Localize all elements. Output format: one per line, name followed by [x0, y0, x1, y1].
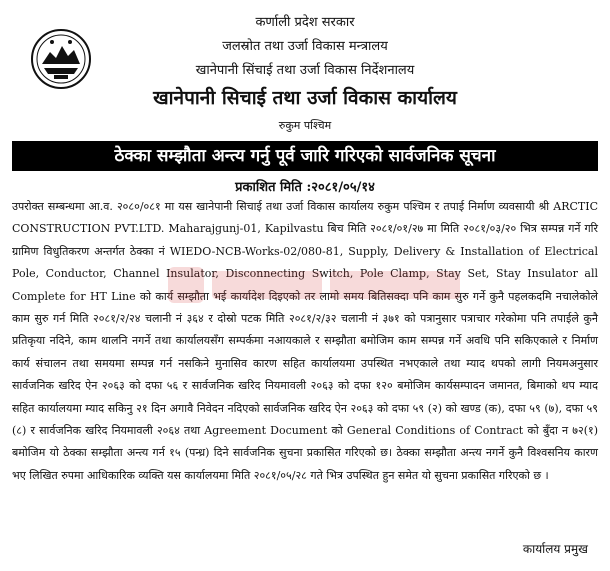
province-government-heading: कर्णाली प्रदेश सरकार: [255, 15, 355, 30]
notice-body: [12, 196, 598, 487]
office-chief-signature: कार्यालय प्रमुख: [522, 542, 588, 556]
notice-paragraph: उपरोक्त सम्बन्धमा आ.व. २०८०/०८१ मा यस खानेपानी सिचाई तथा उर्जा विकास कार्यालय रुकुम पश्चिम र तपाई निर्माण व्यवसायी श्री ARCTIC CONSTRUCTION PVT.LTD. Maharajgunj-01, Kapilvastu बिच मिति २०८१/०१/२७ मा मिति २०८१/०३/२० भित्र सम्पन्न गर्ने गरि ग्रामिण विधुतिकरण अन्तर्गत ठेक्का नं WIEDO-NCB-Works-02/080-81, Supply, Delivery & Installation of Electrical Pole, Conductor, Channel Insulator, Disconnecting Switch, Pole Clamp, Stay Set, Stay Insulator all Complete for HT Line को कार्य सम्झौता भई कार्यादेश दिइएको तर लामो समय बितिसक्दा पनि काम सुरु गर्ने कुनै पहलकदमि नचालेकोले काम सुरु गर्न मिति २०८१/२/२४ चलानी नं ३६४ र दोस्रो पटक मिति २०८१/२/३२ चलानी नं ३७१ को पत्रानुसार पत्राचार गरेकोमा पनि तपाईले कुनै प्रतिकृया नदिने, काम थालनि नगर्ने तथा कार्यालयसँग सम्पर्कमा नआयकाले र सम्झौता बमोजिम काम सम्पन्न गर्ने अवधि पनि सकिएकाले र निर्माण कार्य संचालन तथा समयमा सम्पन्न गर्न नसकिने मुनासिव कारण सहित कार्यालयमा उपस्थित नभएकाले तथा म्याद थपको लागी नियमअनुसार सार्वजनिक खरिद ऐन २०६३ को दफा ५६ र सार्वजनिक खरिद नियमावली २०६३ को दफा १२० बमोजिम कार्यसम्पादन जमानत, बिमाको थप म्याद सहित कार्यालयमा म्याद सकिनु २१ दिन अगावै निवेदन नदिएको सार्वजनिक खरिद ऐन २०६३ को दफा ५९ (२) को खण्ड (क), दफा ५९ (७), दफा ५९ (८) र सार्वजनिक खरिद नियमावली २०६४ तथा Agreement Document को General Conditions of Contract को बुँदा न ७२(१) बमोजिम यो ठेक्का सम्झौता अन्त्य गर्न १५ (पन्ध्र) दिने सार्वजनिक सुचना प्रकासित गरिएको छ। ठेक्का सम्झौता अन्त्य नगर्ने कुनै विश्वसनिय कारण भए लिखित रुपमा आधिकारिक व्यक्ति यस कार्यालयमा मिति २०८१/०५/२८ गते भित्र उपस्थित हुन समेत यो सुचना प्रकासित गरिएको छ ।: [12, 200, 598, 482]
district-label: रुकुम पश्चिम: [278, 119, 332, 132]
office-title: खानेपानी सिचाई तथा उर्जा विकास कार्यालय: [153, 87, 457, 109]
published-date: प्रकाशित मिति :२०८१/०५/१४: [235, 180, 375, 195]
ministry-heading: जलस्रोत तथा उर्जा विकास मन्त्रालय: [222, 39, 388, 54]
notice-title-banner: ठेक्का सम्झौता अन्त्य गर्नु पूर्व जारि गरिएको सार्वजनिक सूचना: [12, 141, 598, 171]
directorate-heading: खानेपानी सिंचाई तथा उर्जा विकास निर्देशनालय: [195, 63, 415, 78]
